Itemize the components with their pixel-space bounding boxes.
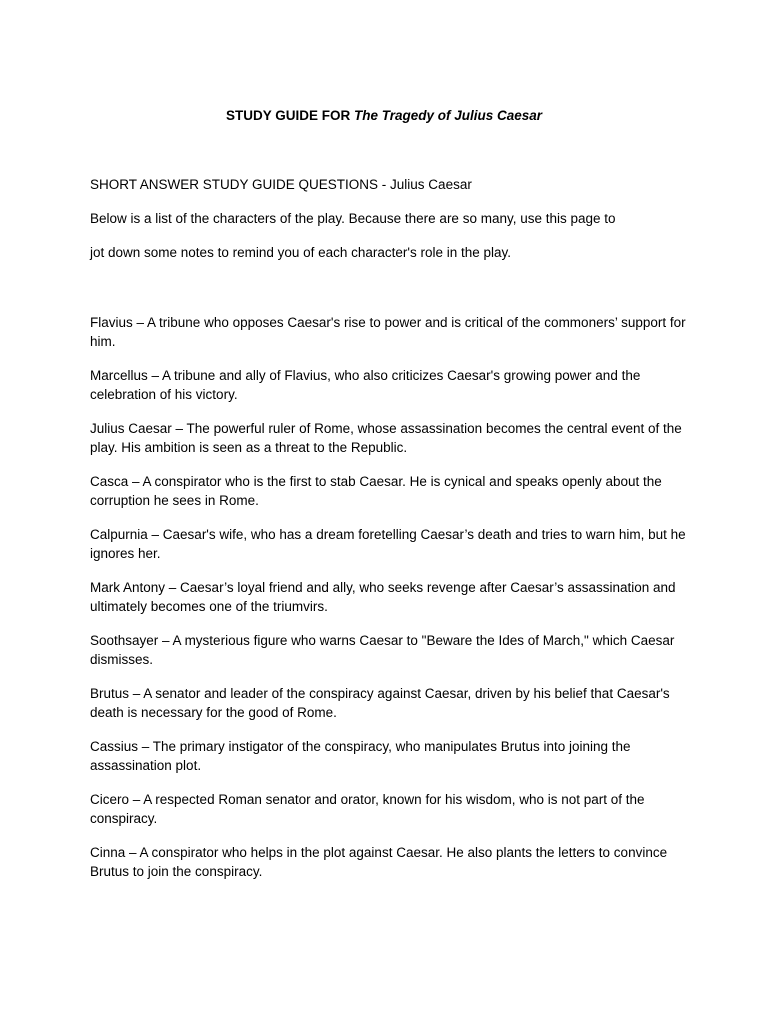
character-entry-brutus: Brutus – A senator and leader of the conspiracy against Caesar, driven by his belief that Caesar's death is necessary for the good of Rome. [90,686,670,720]
character-entry-julius-caesar: Julius Caesar – The powerful ruler of Rome, whose assassination becomes the central event of the play. His ambition is seen as a threat to the Republic. [90,421,682,455]
character-entry-casca: Casca – A conspirator who is the first to stab Caesar. He is cynical and speaks openly about the corruption he sees in Rome. [90,474,662,508]
intro-line-2: jot down some notes to remind you of each character's role in the play. [90,245,512,260]
character-entry-mark-antony: Mark Antony – Caesar’s loyal friend and ally, who seeks revenge after Caesar’s assassination and ultimately becomes one of the triumvirs. [90,580,676,614]
character-entry-marcellus: Marcellus – A tribune and ally of Flavius, who also criticizes Caesar's growing power and the celebration of his victory. [90,368,641,402]
character-entry-flavius: Flavius – A tribune who opposes Caesar's rise to power and is critical of the commoners’ support for him. [90,315,686,349]
title-play-name: The Tragedy of Julius Caesar [353,108,543,123]
character-list [90,313,690,896]
character-entry-cinna: Cinna – A conspirator who helps in the plot against Caesar. He also plants the letters to convince Brutus to join the conspiracy. [90,845,668,879]
character-entry-soothsayer: Soothsayer – A mysterious figure who warns Caesar to "Beware the Ides of March," which Caesar dismisses. [90,633,675,667]
character-entry-cassius: Cassius – The primary instigator of the conspiracy, who manipulates Brutus into joining the assassination plot. [90,739,631,773]
character-entry-calpurnia: Calpurnia – Caesar's wife, who has a dream foretelling Caesar’s death and tries to warn him, but he ignores her. [90,527,686,561]
document-title [0,107,768,125]
title-prefix: STUDY GUIDE FOR [225,108,354,123]
character-entry-cicero: Cicero – A respected Roman senator and orator, known for his wisdom, who is not part of the conspiracy. [90,792,645,826]
intro-line-1: Below is a list of the characters of the play. Because there are so many, use this page to [90,211,616,226]
section-heading: SHORT ANSWER STUDY GUIDE QUESTIONS - Julius Caesar [90,177,472,192]
